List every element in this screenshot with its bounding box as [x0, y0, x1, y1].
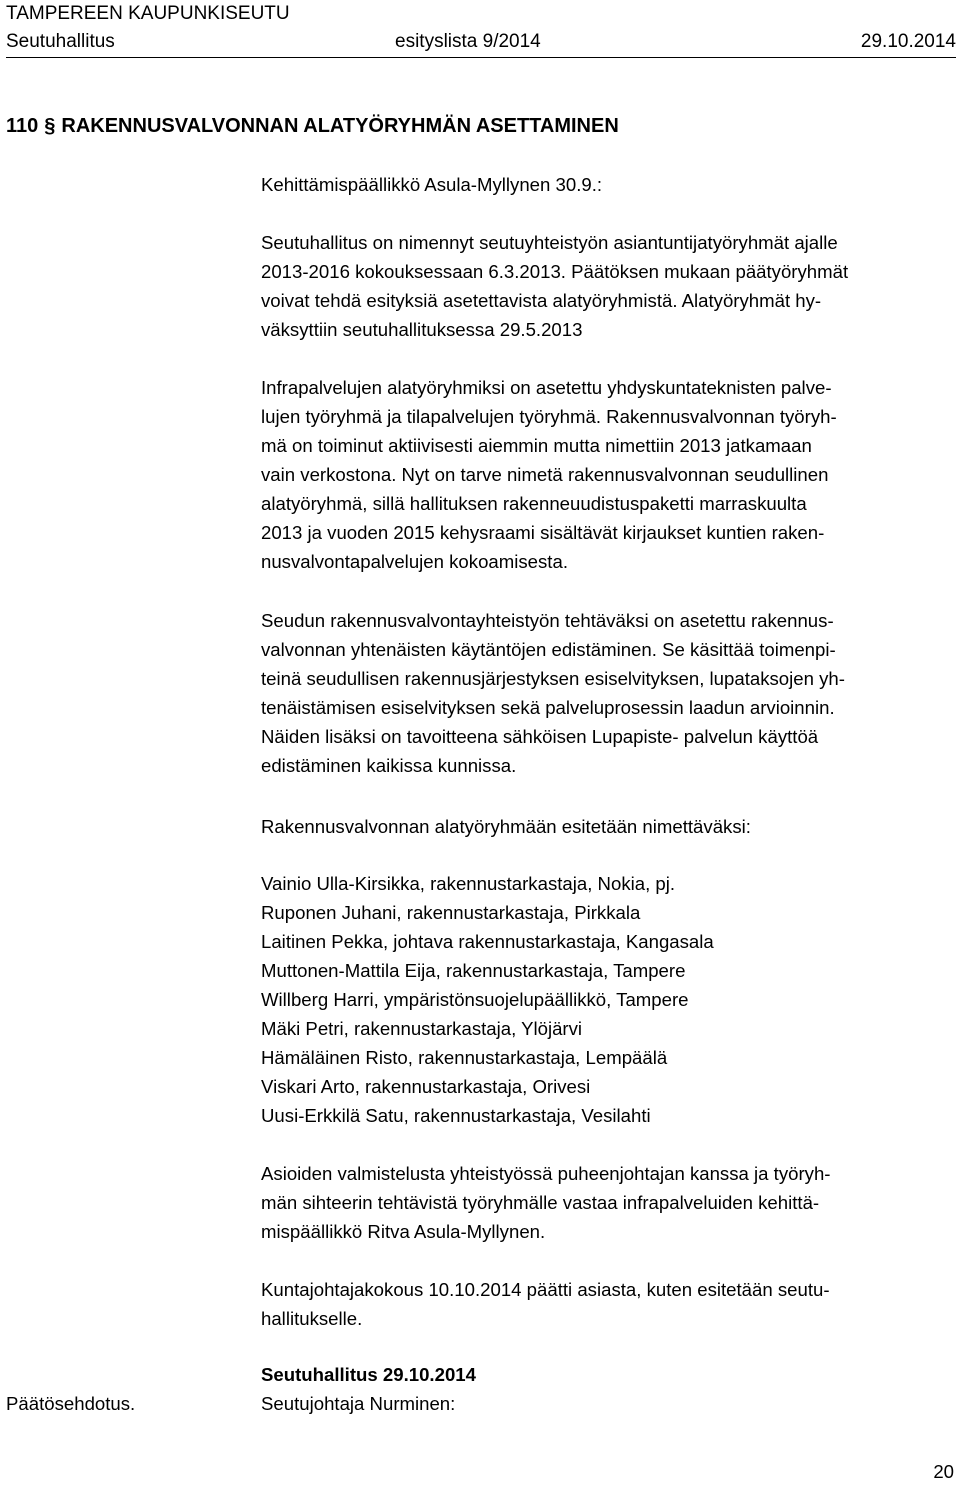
- section-title: [6, 112, 619, 140]
- list-item: Uusi-Erkkilä Satu, rakennustarkastaja, Vesilahti: [261, 1105, 651, 1126]
- paragraph-line: män sihteerin tehtävistä työryhmälle vastaa infrapalveluiden kehittä-: [261, 1192, 820, 1213]
- header-date: 29.10.2014: [860, 31, 956, 52]
- list-item: Hämäläinen Risto, rakennustarkastaja, Lempäälä: [261, 1047, 668, 1068]
- list-item: Viskari Arto, rakennustarkastaja, Orivesi: [261, 1076, 591, 1097]
- paragraph-line: edistäminen kaikissa kunnissa.: [261, 755, 517, 776]
- paragraph-6: [261, 1275, 955, 1333]
- paragraph-5: [261, 1159, 955, 1246]
- section-heading: RAKENNUSVALVONNAN ALATYÖRYHMÄN ASETTAMINEN: [61, 115, 619, 137]
- paragraph-line: Asioiden valmistelusta yhteistyössä puheenjohtajan kanssa ja työryh-: [261, 1163, 831, 1184]
- decision-meeting: Seutuhallitus 29.10.2014: [261, 1364, 476, 1385]
- header-rule: [6, 57, 956, 58]
- paragraph-1: [261, 228, 955, 344]
- paragraph-4: [261, 812, 955, 841]
- paragraph-line: 2013 ja vuoden 2015 kehysraami sisältävät kirjaukset kuntien raken-: [261, 522, 825, 543]
- paragraph-line: mä on toiminut aktiivisesti aiemmin mutta nimettiin 2013 jatkamaan: [261, 435, 812, 456]
- paragraph-line: mispäällikkö Ritva Asula-Myllynen.: [261, 1221, 546, 1242]
- paragraph-line: väksyttiin seutuhallituksessa 29.5.2013: [261, 319, 583, 340]
- list-item: Vainio Ulla-Kirsikka, rakennustarkastaja, Nokia, pj.: [261, 873, 676, 894]
- list-item: Mäki Petri, rakennustarkastaja, Ylöjärvi: [261, 1018, 583, 1039]
- header-body-name: Seutuhallitus: [6, 31, 115, 52]
- intro-text: Kehittämispäällikkö Asula-Myllynen 30.9.:: [261, 174, 603, 195]
- header-org: TAMPEREEN KAUPUNKISEUTU: [6, 3, 290, 24]
- paragraph-line: Kuntajohtajakokous 10.10.2014 päätti asiasta, kuten esitetään seutu-: [261, 1279, 830, 1300]
- paragraph-2: [261, 373, 955, 576]
- paragraph-line: Seudun rakennusvalvontayhteistyön tehtäväksi on asetettu rakennus-: [261, 610, 834, 631]
- paragraph-line: hallitukselle.: [261, 1308, 363, 1329]
- paragraph-line: 2013-2016 kokouksessaan 6.3.2013. Päätöksen mukaan päätyöryhmät: [261, 261, 849, 282]
- decision-block: [261, 1360, 955, 1418]
- header-agenda: esityslista 9/2014: [395, 31, 541, 52]
- list-item: Ruponen Juhani, rakennustarkastaja, Pirkkala: [261, 902, 641, 923]
- list-item: Muttonen-Mattila Eija, rakennustarkastaja, Tampere: [261, 960, 686, 981]
- paragraph-line: alatyöryhmä, sillä hallituksen rakenneuudistuspaketti marraskuulta: [261, 493, 807, 514]
- section-number: 110: [6, 115, 39, 137]
- members-intro: Rakennusvalvonnan alatyöryhmään esitetään nimettäväksi:: [261, 816, 751, 837]
- paragraph-line: Näiden lisäksi on tavoitteena sähköisen Lupapiste- palvelun käyttöä: [261, 726, 819, 747]
- page-header: [6, 0, 956, 56]
- paragraph-line: Infrapalvelujen alatyöryhmiksi on asetettu yhdyskuntateknisten palve-: [261, 377, 832, 398]
- paragraph-line: tenäistämisen esiselvityksen sekä palveluprosessin laadun arvioinnin.: [261, 697, 835, 718]
- intro-line: [261, 170, 955, 199]
- list-item: Laitinen Pekka, johtava rakennustarkastaja, Kangasala: [261, 931, 714, 952]
- paragraph-line: Seutuhallitus on nimennyt seutuyhteistyön asiantuntijatyöryhmät ajalle: [261, 232, 838, 253]
- paragraph-line: valvonnan yhtenäisten käytäntöjen edistäminen. Se käsittää toimenpi-: [261, 639, 836, 660]
- list-item: Willberg Harri, ympäristönsuojelupäällikkö, Tampere: [261, 989, 689, 1010]
- decision-proposer: Seutujohtaja Nurminen:: [261, 1393, 456, 1414]
- paragraph-line: nusvalvontapalvelujen kokoamisesta.: [261, 551, 568, 572]
- section-sign: §: [44, 115, 56, 137]
- page-number: 20: [933, 1461, 954, 1482]
- paragraph-line: voivat tehdä esityksiä asetettavista alatyöryhmistä. Alatyöryhmät hy-: [261, 290, 822, 311]
- members-list: [261, 869, 955, 1130]
- paragraph-3: [261, 606, 955, 780]
- paragraph-line: lujen työryhmä ja tilapalvelujen työryhmä. Rakennusvalvonnan työryh-: [261, 406, 837, 427]
- paragraph-line: teinä seudullisen rakennusjärjestyksen esiselvityksen, lupataksojen yh-: [261, 668, 845, 689]
- paragraph-line: vain verkostona. Nyt on tarve nimetä rakennusvalvonnan seudullinen: [261, 464, 829, 485]
- decision-label: Päätösehdotus.: [6, 1393, 136, 1414]
